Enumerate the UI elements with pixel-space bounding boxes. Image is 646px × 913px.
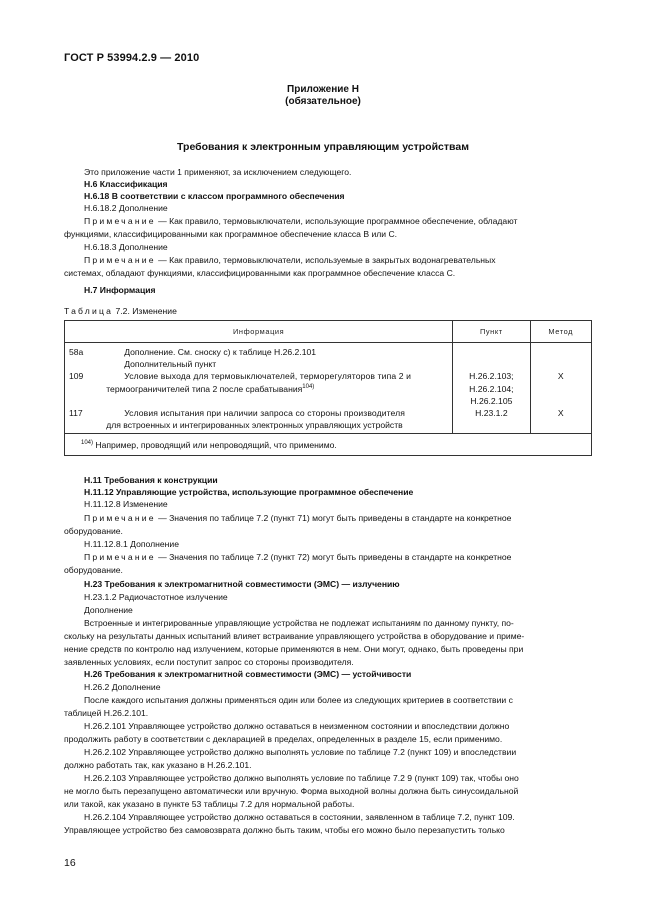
criteria-line-2: таблицей Н.26.2.101.: [64, 708, 149, 718]
header-item: Пункт: [453, 321, 530, 343]
section-h23: Н.23 Требования к электромагнитной совместимости (ЭМС) — излучению: [84, 579, 400, 589]
clause-h6183: Н.6.18.3 Дополнение: [84, 242, 168, 252]
clause-h6182: Н.6.18.2 Дополнение: [84, 203, 168, 213]
clause-103-line-3: или такой, как указано в пункте 53 таблицы 7.2 для нормальной работы.: [64, 799, 355, 809]
emc-line-3: нение средств по контролю над излучением, которые применяются в нем. Они могут, однако, быть проведены при: [64, 644, 524, 654]
table-caption-rest: 7.2. Изменение: [113, 306, 177, 316]
method-109: X: [557, 371, 564, 382]
section-h1112: Н.11.12 Управляющие устройства, использующие программное обеспечение: [84, 487, 414, 497]
footnote-text: Например, проводящий или непроводящий, что применимо.: [93, 440, 337, 451]
desc-added: Дополнительный пункт: [124, 359, 217, 370]
info-table: [64, 320, 592, 456]
row-num: 117: [69, 407, 83, 418]
emc-line-1: Встроенные и интегрированные управляющие устройства не подлежат испытаниям по данному пункту, по-: [84, 618, 514, 628]
note-word: Примечание: [84, 552, 156, 562]
item-column: [453, 343, 530, 434]
note-1-line-1: — Как правило, термовыключатели, использующие программное обеспечение, обладают: [155, 216, 518, 226]
clause-101-line-2: продолжить работу в соответствии с декларацией в пределах, определенных в разделе 15, если применимо.: [64, 734, 503, 744]
clause-104-line-1: Н.26.2.104 Управляющее устройство должно оставаться в состоянии, заявленном в таблице 7.2, пункт 109.: [84, 812, 515, 822]
header-method: Метод: [530, 321, 591, 343]
note-2-line-2: системах, обладают функциями, классифицированными как программное обеспечение класса С.: [64, 268, 456, 278]
row-num: 109: [69, 371, 84, 382]
main-title: Требования к электронным управляющим устройствам: [177, 141, 469, 153]
clause-102-line-2: должно работать так, как указано в Н.26.2.101.: [64, 760, 252, 770]
note-word: Примечание: [84, 216, 156, 226]
clause-104-line-2: Управляющее устройство без самовозврата должно быть таким, чтобы его можно было перезапустить только: [64, 825, 505, 835]
clause-103-line-2: не могло быть перезапущено автоматически или вручную. Форма выходной волны должна быть синусоидальной: [64, 786, 519, 796]
item-109-a: Н.26.2.103;: [469, 371, 514, 382]
footnote-mark: 104): [81, 440, 94, 447]
section-h11: Н.11 Требования к конструкции: [84, 475, 218, 485]
note-3-line-1: — Значения по таблице 7.2 (пункт 71) могут быть приведены в стандарте на конкретное: [155, 513, 512, 523]
page-number: 16: [64, 857, 76, 869]
desc-58a: Дополнение. См. сноску с) к таблице Н.26.2.101: [124, 347, 317, 357]
table-caption-word: Таблица: [64, 306, 114, 316]
item-117: Н.23.1.2: [475, 407, 508, 418]
table-footnote: [65, 434, 592, 456]
annex-status: (обязательное): [285, 96, 361, 107]
note-1-line-2: функциями, классифицированными как программное обеспечение класса В или С.: [64, 229, 398, 239]
desc-column: [102, 343, 453, 434]
row-num: 58а: [69, 347, 84, 357]
annex-title: Приложение Н: [287, 84, 359, 95]
item-109-c: Н.26.2.105: [470, 395, 513, 406]
method-column: [530, 343, 591, 434]
note-3-line-2: оборудование.: [64, 526, 123, 536]
intro-paragraph: Это приложение части 1 применяют, за исключением следующего.: [84, 167, 352, 177]
desc-117-line-2: для встроенных и интегрированных электронных управляющих устройств: [106, 420, 403, 431]
note-4-line-2: оборудование.: [64, 565, 123, 575]
clause-102-line-1: Н.26.2.102 Управляющее устройство должно выполнять условие по таблице 7.2 (пункт 109) и впоследствии: [84, 747, 517, 757]
section-h6: Н.6 Классификация: [84, 179, 168, 189]
note-2-line-1: — Как правило, термовыключатели, используемые в закрытых водонагревательных: [155, 255, 496, 265]
section-h26: Н.26 Требования к электромагнитной совместимости (ЭМС) — устойчивости: [84, 669, 412, 679]
note-word: Примечание: [84, 255, 156, 265]
header-info: Информация: [65, 321, 453, 343]
clause-101-line-1: Н.26.2.101 Управляющее устройство должно оставаться в неизменном состоянии и впоследствии должно: [84, 721, 510, 731]
section-h7: Н.7 Информация: [84, 285, 156, 295]
note-word: Примечание: [84, 513, 156, 523]
num-column: [65, 343, 103, 434]
clause-h111281: Н.11.12.8.1 Дополнение: [84, 539, 179, 549]
note-3: [84, 512, 612, 524]
criteria-line-1: После каждого испытания должны применяться один или более из следующих критериев в соответствии с: [84, 695, 513, 705]
section-h618: Н.6.18 В соответствии с классом программного обеспечения: [84, 191, 345, 201]
emc-line-2: скольку на результаты данных испытаний влияет встраивание управляющего устройства в оборудование и приме-: [64, 631, 525, 641]
method-117: X: [557, 407, 564, 418]
table-body-row: [65, 343, 592, 434]
note-2: [84, 254, 610, 266]
item-109-b: Н.26.2.104;: [469, 383, 514, 394]
desc-117-line-1: Условия испытания при наличии запроса со стороны производителя: [124, 407, 406, 418]
table-header-row: [65, 321, 592, 343]
footnote-ref: 104): [302, 383, 315, 390]
desc-109-line-2: [106, 383, 448, 395]
emc-line-4: заявленных условиях, если поступит запрос со стороны производителя.: [64, 657, 354, 667]
addition-label: Дополнение: [84, 605, 133, 615]
note-1: [84, 215, 610, 227]
standard-header: ГОСТ Р 53994.2.9 — 2010: [64, 52, 200, 64]
desc-109-text: термоограничителей типа 2 после срабатывания: [106, 383, 303, 394]
desc-109-line-1: Условие выхода для термовыключателей, терморегуляторов типа 2 и: [124, 371, 412, 382]
clause-h2312: Н.23.1.2 Радиочастотное излучение: [84, 592, 228, 602]
clause-103-line-1: Н.26.2.103 Управляющее устройство должно выполнять условие по таблице 7.2 9 (пункт 109) так, чтобы оно: [84, 773, 519, 783]
table-caption: [64, 306, 177, 316]
clause-h11128: Н.11.12.8 Изменение: [84, 499, 168, 509]
clause-h262: Н.26.2 Дополнение: [84, 682, 161, 692]
note-4-line-1: — Значения по таблице 7.2 (пункт 72) могут быть приведены в стандарте на конкретное: [155, 552, 512, 562]
table-footnote-row: [65, 434, 592, 456]
note-4: [84, 551, 612, 563]
